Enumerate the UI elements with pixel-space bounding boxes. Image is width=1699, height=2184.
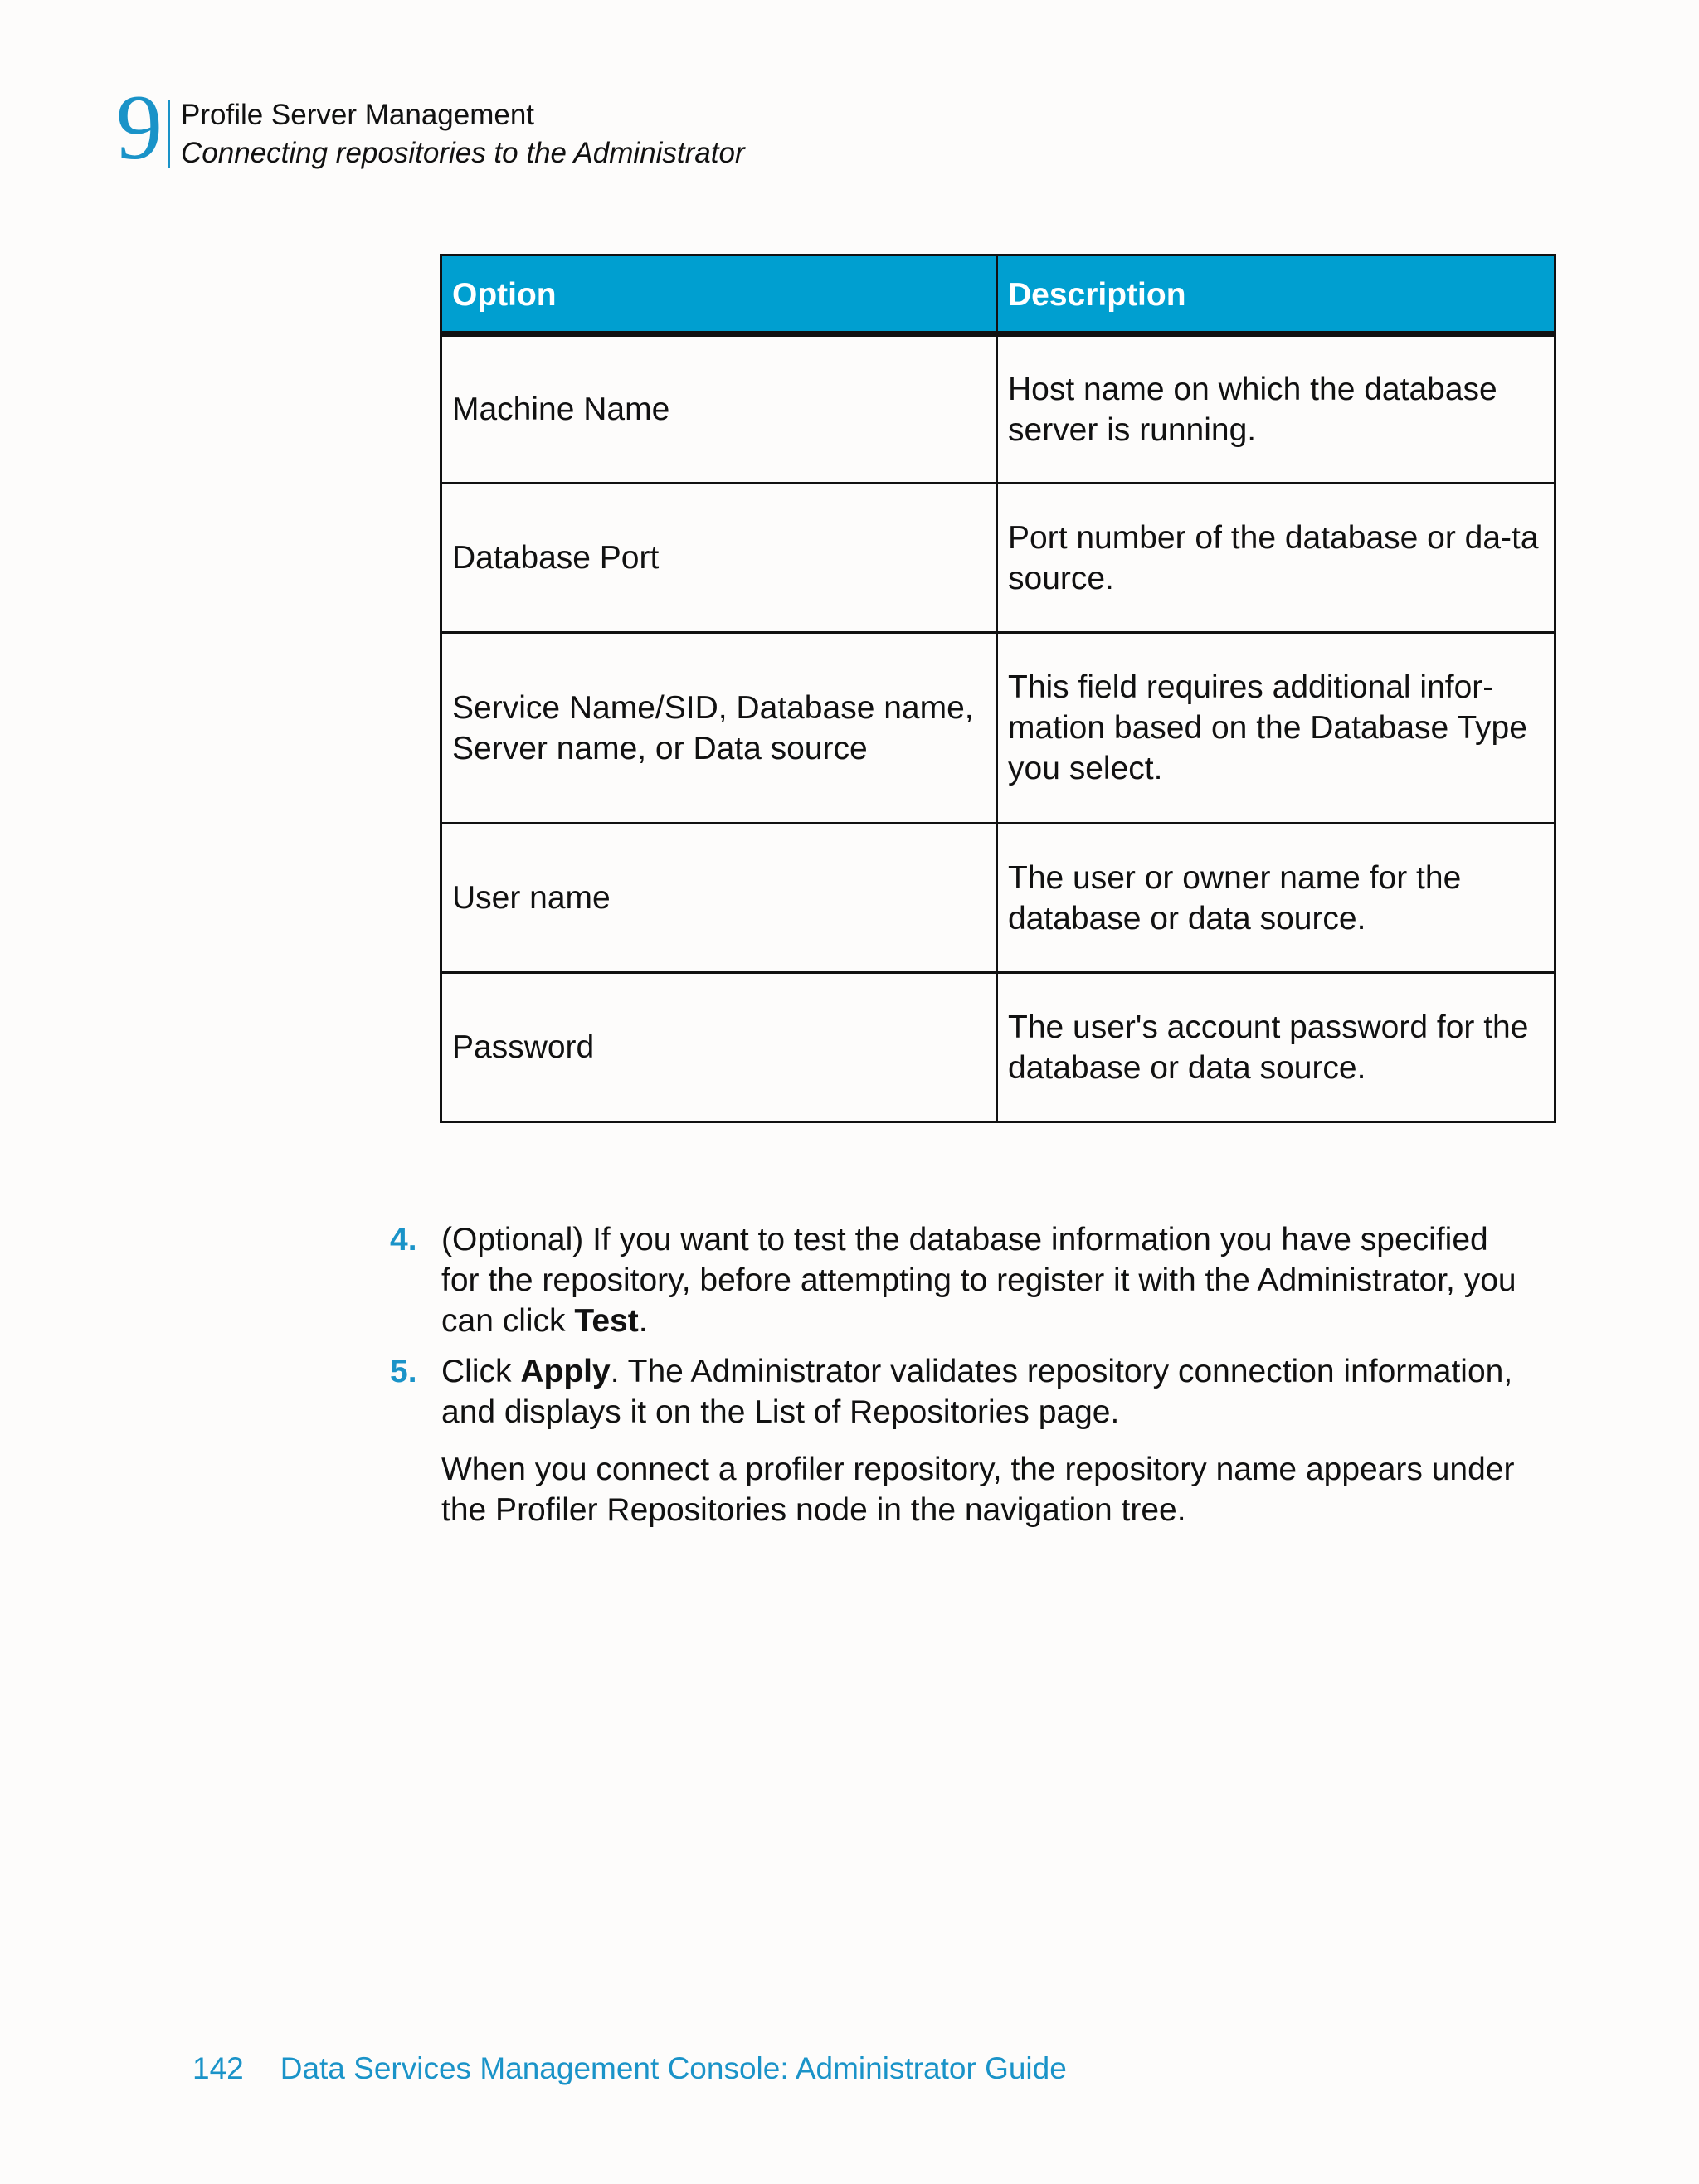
procedure-steps bbox=[390, 1219, 1518, 1530]
step-text: Click bbox=[441, 1354, 521, 1389]
step-text: (Optional) If you want to test the database information you have specified for the repository, before attempting to register it with the Administrator, you can click bbox=[441, 1222, 1516, 1339]
option-cell: Machine Name bbox=[441, 334, 997, 484]
column-header-option: Option bbox=[441, 255, 997, 334]
step-text-end: . bbox=[638, 1303, 648, 1339]
page-number: 142 bbox=[192, 2051, 244, 2085]
chapter-number: 9 bbox=[116, 76, 163, 179]
step-number: 5. bbox=[390, 1354, 417, 1389]
table-row bbox=[441, 633, 1555, 824]
table-row bbox=[441, 484, 1555, 633]
option-cell: User name bbox=[441, 824, 997, 973]
table-header-row bbox=[441, 255, 1555, 334]
description-cell: The user's account password for the database or data source. bbox=[997, 973, 1555, 1122]
test-button-label: Test bbox=[574, 1303, 639, 1339]
description-cell: The user or owner name for the database or data source. bbox=[997, 824, 1555, 973]
step-5 bbox=[390, 1351, 1518, 1530]
step-note: When you connect a profiler repository, the repository name appears under the Profiler Repositories node in the navigation tree. bbox=[441, 1452, 1515, 1528]
header-divider bbox=[168, 100, 170, 168]
option-cell: Service Name/SID, Database name, Server name, or Data source bbox=[441, 633, 997, 824]
description-cell: Host name on which the database server is running. bbox=[997, 334, 1555, 484]
options-table bbox=[440, 254, 1556, 1123]
section-title: Connecting repositories to the Administrator bbox=[181, 137, 745, 169]
table-row bbox=[441, 334, 1555, 484]
table-row bbox=[441, 973, 1555, 1122]
step-4 bbox=[390, 1219, 1518, 1341]
page-footer bbox=[192, 2050, 1067, 2087]
description-cell: This field requires additional infor-mation based on the Database Type you select. bbox=[997, 633, 1555, 824]
book-title: Data Services Management Console: Administrator Guide bbox=[280, 2051, 1067, 2085]
apply-button-label: Apply bbox=[520, 1354, 611, 1389]
step-text-end: . The Administrator validates repository connection information, and displays it on the List of Repositories page. bbox=[441, 1354, 1513, 1430]
description-cell: Port number of the database or da-ta source. bbox=[997, 484, 1555, 633]
step-number: 4. bbox=[390, 1222, 417, 1257]
table-row bbox=[441, 824, 1555, 973]
column-header-description: Description bbox=[997, 255, 1555, 334]
chapter-title: Profile Server Management bbox=[181, 99, 535, 131]
option-cell: Password bbox=[441, 973, 997, 1122]
option-cell: Database Port bbox=[441, 484, 997, 633]
